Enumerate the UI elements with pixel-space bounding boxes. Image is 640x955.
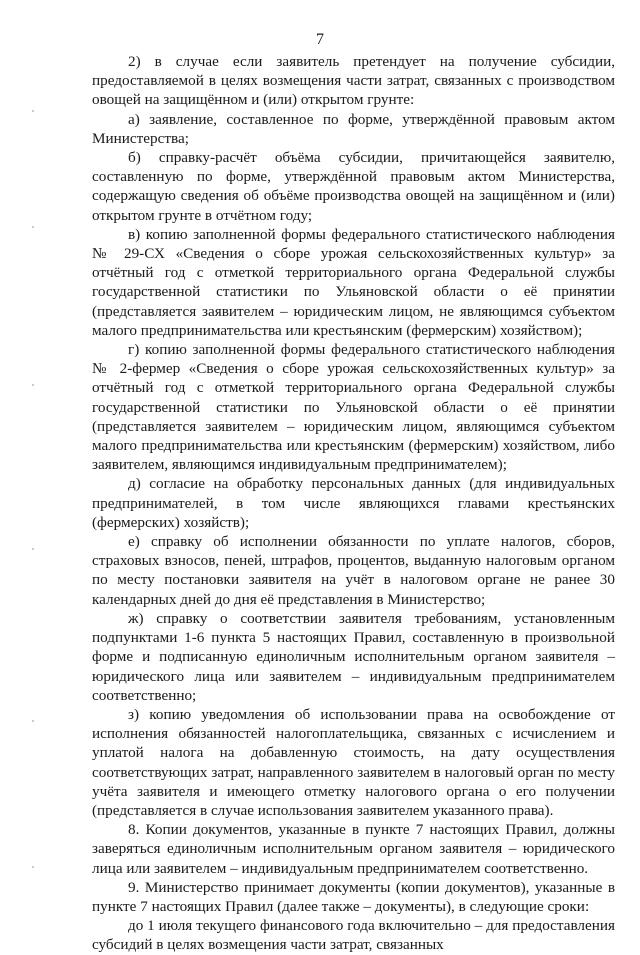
scan-mark xyxy=(32,384,34,386)
paragraph-item-v: в) копию заполненной формы федерального статистического наблюдения № 29-СХ «Сведения о сборе урожая сельскохозяйственных культур» за отчётный год с отметкой территориального органа Федеральной службы государственной статистики по Ульяновской области о её принятии (представляется заявителем – юридическим лицом, не являющимся субъектом малого предпринимательства или крестьянским (фермерским) хозяйством); xyxy=(92,225,615,339)
paragraph-item-b: б) справку-расчёт объёма субсидии, причитающейся заявителю, составленную по форме, утверждённой правовым актом Министерства, содержащую сведения об объёме производства овощей на защищённом и (или) открытом грунте в отчётном году; xyxy=(92,149,615,224)
paragraph-item-g: г) копию заполненной формы федерального статистического наблюдения № 2-фермер «Сведения о сборе урожая сельскохозяйственных культур» за отчётный год с отметкой территориального органа Федеральной службы государственной статистики по Ульяновской области о её принятии (представляется заявителем – юридическим лицом, являющимся субъектом малого предпринимательства или крестьянским (фермерским) хозяйством, либо заявителем, являющимся индивидуальным предпринимателем); xyxy=(92,341,615,474)
scan-mark xyxy=(32,720,34,722)
page-number: 7 xyxy=(316,31,324,48)
paragraph-section-8: 8. Копии документов, указанные в пункте 7 настоящих Правил, должны заверяться единоличным исполнительным органом заявителя – юридического лица или заявителем – индивидуальным предпринимателем соответственно. xyxy=(92,821,615,877)
paragraph-item-e: е) справку об исполнении обязанности по уплате налогов, сборов, страховых взносов, пеней, штрафов, процентов, выданную налоговым органом по месту постановки заявителя на учёт в налоговом органе не ранее 30 календарных дней до дня её представления в Министерство; xyxy=(92,533,615,608)
paragraph-subitem-2: 2) в случае если заявитель претендует на получение субсидии, предоставляемой в целях возмещения части затрат, связанных с производством овощей на защищённом и (или) открытом грунте: xyxy=(92,53,615,109)
paragraph-item-d: д) согласие на обработку персональных данных (для индивидуальных предпринимателей, в том числе являющихся главами крестьянских (фермерских) хозяйств); xyxy=(92,475,615,531)
paragraph-section-9: 9. Министерство принимает документы (копии документов), указанные в пункте 7 настоящих Правил (далее также – документы), в следующие сроки: xyxy=(92,878,615,915)
paragraph-item-z: з) копию уведомления об использовании права на освобождение от исполнения обязанностей налогоплательщика, связанных с исчислением и уплатой налога на добавленную стоимость, на дату осуществления соответствующих затрат, направленного заявителем в налоговый орган по месту учёта заявителя и имеющего отметку налогового органа о его получении (представляется в случае использования заявителем указанного права). xyxy=(92,705,615,819)
paragraph-deadline: до 1 июля текущего финансового года включительно – для предоставления субсидий в целях возмещения части затрат, связанных xyxy=(92,917,615,954)
paragraph-item-a: а) заявление, составленное по форме, утверждённой правовым актом Министерства; xyxy=(92,110,615,147)
document-body xyxy=(92,52,615,955)
scan-mark xyxy=(32,110,34,112)
paragraph-item-zh: ж) справку о соответствии заявителя требованиям, установленным подпунктами 1-6 пункта 5 настоящих Правил, составленную в произвольной форме и подписанную единоличным исполнительным органом заявителя – юридического лица или заявителем – индивидуальным предпринимателем соответственно; xyxy=(92,609,615,704)
scan-mark xyxy=(32,866,34,868)
scan-mark xyxy=(32,548,34,550)
scan-mark xyxy=(32,226,34,228)
